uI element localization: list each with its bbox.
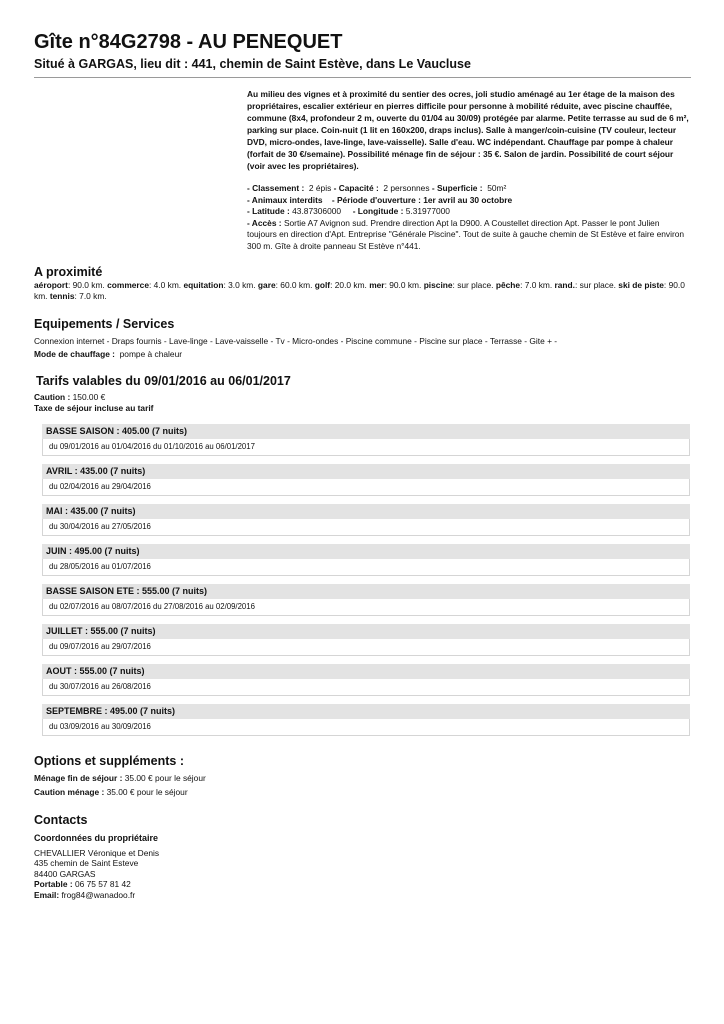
proximite-title: A proximité (34, 264, 103, 279)
season-title: AOUT : 555.00 (7 nuits) (42, 664, 690, 679)
proximite-section (34, 265, 691, 302)
chauffage-label: Mode de chauffage : (34, 348, 115, 359)
proximite-item-label: tennis (49, 290, 75, 301)
proximite-item: rand.: sur place. (554, 279, 616, 290)
proximite-item-label: mer (369, 279, 385, 290)
proximite-item-value: 7.0 km. (79, 290, 107, 301)
classement-label: - Classement : (247, 183, 305, 193)
document-page (34, 30, 691, 900)
owner-email (34, 890, 691, 901)
proximite-item-value: sur place. (457, 279, 494, 290)
caution-menage-value: 35.00 € pour le séjour (106, 786, 188, 797)
classement-value: 2 épis (308, 183, 332, 193)
proximite-item-label: piscine (423, 279, 453, 290)
options-title: Options et suppléments : (34, 753, 185, 768)
owner-address: 435 chemin de Saint Esteve (34, 858, 139, 869)
proximite-item: equitation: 3.0 km. (183, 279, 256, 290)
proximite-item-value: sur place. (579, 279, 616, 290)
owner-city: 84400 GARGAS (34, 868, 96, 879)
proximite-item-value: 90.0 km. (34, 279, 685, 301)
superficie-value: 50m² (487, 183, 507, 193)
caution-menage-label: Caution ménage : (34, 786, 105, 797)
facts-line-1 (247, 183, 691, 195)
season-dates: du 02/07/2016 au 08/07/2016 du 27/08/2016 au 02/09/2016 (42, 599, 690, 616)
seasons-list (34, 424, 691, 736)
season-block (42, 664, 690, 696)
options-section (34, 754, 691, 798)
longitude-label: - Longitude : (352, 206, 404, 217)
caution-line (34, 392, 691, 403)
proximite-item: ski de piste: 90.0 km. (34, 279, 685, 301)
acces-value: Sortie A7 Avignon sud. Prendre direction Apt la D900. A Coustellet direction Apt. Passer le pont Julien toujours en direction d'Apt. Entreprise "Générale Piscine". Tout de suite à gauche chemin de St Estève et faire environ 300 m. Gîte à droite panneau St Estève n°441. (247, 217, 685, 251)
header-divider (34, 77, 691, 78)
proximite-list (34, 280, 691, 302)
facts-list (247, 183, 691, 253)
proximite-item-label: aéroport (34, 279, 68, 290)
equipements-list: Connexion internet - Draps fournis - Lave-linge - Lave-vaisselle - Tv - Micro-ondes - Piscine commune - Piscine sur place - Terrasse - Gite + - (34, 335, 558, 346)
proximite-item-value: 90.0 km. (72, 279, 105, 290)
proximite-item: golf: 20.0 km. (314, 279, 367, 290)
animaux-label: - Animaux interdits (247, 194, 323, 205)
portable-value[interactable]: 06 75 57 81 42 (74, 879, 131, 890)
description-text: Au milieu des vignes et à proximité du sentier des ocres, joli studio aménagé au 1er étage de la maison des propriétaires, escalier extérieur en pierres difficile pour personne à mobilité réduite, avec piscine chauffée, commune (8x4, profondeur 2 m, ouverte du 01/04 au 30/09) protégée par alarme. Petite terrasse au sud de 6 m², parking sur place. Coin-nuit (1 lit en 160x200, draps inclus). Salle à manger/coin-cuisine (TV couleur, lecteur DVD, micro-ondes, lave-linge, lave-vaisselle). Salle d'eau. WC indépendant. Chauffage par pompe à chaleur (forfait de 30 €/semaine). Possibilité ménage fin de séjour : 35 €. Salon de jardin. Possibilité de court séjour (voir avec les propriétaires). (247, 89, 689, 171)
season-title: BASSE SAISON ETE : 555.00 (7 nuits) (42, 584, 690, 599)
proximite-item: commerce: 4.0 km. (107, 279, 182, 290)
facts-line-2 (247, 195, 691, 207)
tarifs-section (34, 374, 691, 736)
chauffage-line (34, 349, 691, 360)
contacts-subtitle: Coordonnées du propriétaire (34, 832, 159, 843)
season-dates: du 09/07/2016 au 29/07/2016 (42, 639, 690, 656)
portable-label: Portable : (34, 879, 73, 890)
menage-line (34, 773, 691, 784)
season-dates: du 30/07/2016 au 26/08/2016 (42, 679, 690, 696)
proximite-item-value: 4.0 km. (153, 279, 182, 290)
proximite-item-label: commerce (107, 279, 149, 290)
owner-name: CHEVALLIER Véronique et Denis (34, 847, 160, 858)
acces-label: - Accès : (247, 217, 282, 228)
season-dates: du 02/04/2016 au 29/04/2016 (42, 479, 690, 496)
taxe-text: Taxe de séjour incluse au tarif (34, 402, 154, 413)
facts-line-4 (247, 218, 691, 253)
proximite-item-label: pêche (495, 279, 521, 290)
latitude-label: - Latitude : (247, 206, 290, 217)
season-title: JUILLET : 555.00 (7 nuits) (42, 624, 690, 639)
proximite-item: gare: 60.0 km. (257, 279, 313, 290)
season-dates: du 28/05/2016 au 01/07/2016 (42, 559, 690, 576)
proximite-item-value: 90.0 km. (389, 279, 422, 290)
proximite-item: piscine: sur place. (423, 279, 494, 290)
page-title: Gîte n°84G2798 - AU PENEQUET (34, 31, 343, 53)
caution-value: 150.00 € (72, 391, 106, 402)
capacite-label: - Capacité : (333, 183, 379, 193)
proximite-item-label: equitation (183, 279, 224, 290)
season-block (42, 464, 690, 496)
season-dates: du 03/09/2016 au 30/09/2016 (42, 719, 690, 736)
season-block (42, 424, 690, 456)
proximite-item-label: rand. (554, 279, 575, 290)
menage-label: Ménage fin de séjour : (34, 772, 123, 783)
page-subtitle: Situé à GARGAS, lieu dit : 441, chemin de Saint Estève, dans Le Vaucluse (34, 57, 471, 71)
proximite-item-label: ski de piste (618, 279, 664, 290)
capacite-value: 2 personnes (383, 183, 430, 193)
caution-menage-line (34, 787, 691, 798)
proximite-item-value: 60.0 km. (280, 279, 313, 290)
contacts-title: Contacts (34, 812, 88, 827)
chauffage-value: pompe à chaleur (119, 348, 183, 359)
season-block (42, 704, 690, 736)
owner-phone (34, 879, 691, 890)
proximite-item-label: gare (257, 279, 276, 290)
email-value[interactable]: frog84@wanadoo.fr (61, 889, 136, 900)
season-block (42, 624, 690, 656)
description-block (247, 88, 691, 253)
season-block (42, 584, 690, 616)
proximite-item-value: 7.0 km. (524, 279, 553, 290)
tarifs-title: Tarifs valables du 09/01/2016 au 06/01/2017 (36, 373, 291, 388)
season-dates: du 30/04/2016 au 27/05/2016 (42, 519, 690, 536)
proximite-item: mer: 90.0 km. (369, 279, 422, 290)
longitude-value: 5.31977000 (405, 206, 450, 217)
season-block (42, 504, 690, 536)
equipements-title: Equipements / Services (34, 316, 175, 331)
caution-label: Caution : (34, 391, 71, 402)
email-label: Email: (34, 889, 60, 900)
season-title: JUIN : 495.00 (7 nuits) (42, 544, 690, 559)
equipements-section (34, 317, 691, 360)
taxe-line (34, 403, 691, 414)
season-dates: du 09/01/2016 au 01/04/2016 du 01/10/2016 au 06/01/2017 (42, 439, 690, 456)
season-title: AVRIL : 435.00 (7 nuits) (42, 464, 690, 479)
contacts-section (34, 813, 691, 901)
proximite-item: pêche: 7.0 km. (495, 279, 553, 290)
proximite-item-value: 3.0 km. (228, 279, 256, 290)
season-title: BASSE SAISON : 405.00 (7 nuits) (42, 424, 690, 439)
periode-label: - Période d'ouverture : 1er avril au 30 octobre (331, 194, 513, 205)
season-title: SEPTEMBRE : 495.00 (7 nuits) (42, 704, 690, 719)
facts-line-3 (247, 206, 691, 218)
season-title: MAI : 435.00 (7 nuits) (42, 504, 690, 519)
proximite-item-value: 20.0 km. (334, 279, 367, 290)
superficie-label: - Superficie : (431, 183, 483, 193)
season-block (42, 544, 690, 576)
proximite-item: aéroport: 90.0 km. (34, 279, 105, 290)
latitude-value: 43.87306000 (292, 206, 342, 217)
proximite-item-label: golf (314, 279, 331, 290)
menage-value: 35.00 € pour le séjour (124, 772, 206, 783)
proximite-item: tennis: 7.0 km. (49, 290, 107, 301)
contact-details (34, 848, 691, 901)
